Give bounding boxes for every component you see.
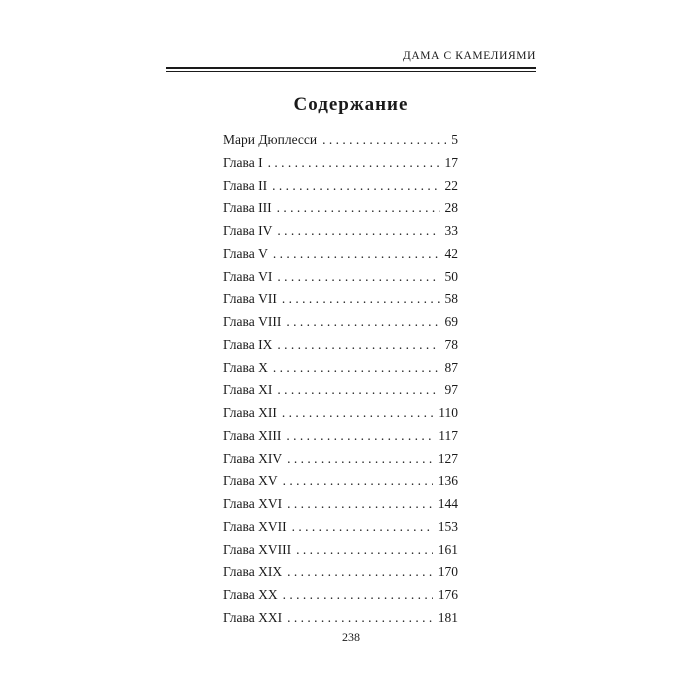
toc-entry-label: Глава XI [223, 382, 273, 398]
toc-entry-chapter-6[interactable] [223, 266, 458, 289]
toc-entry-chapter-1[interactable] [223, 152, 458, 175]
toc-entry-page: 28 [444, 200, 458, 216]
toc-entry-chapter-16[interactable] [223, 493, 458, 516]
toc-entry-chapter-19[interactable] [223, 561, 458, 584]
dot-leader [268, 152, 440, 175]
toc-entry-page: 58 [444, 291, 458, 307]
toc-entry-chapter-21[interactable] [223, 607, 458, 630]
dot-leader [287, 448, 433, 471]
toc-entry-chapter-13[interactable] [223, 425, 458, 448]
toc-entry-label: Глава VII [223, 291, 277, 307]
toc-entry-label: Глава IV [223, 223, 273, 238]
toc-entry-page: 50 [444, 268, 458, 284]
toc-entry-chapter-3[interactable] [223, 197, 458, 220]
toc-entry-label: Глава III [223, 200, 272, 216]
toc-entry-label: Глава XVIII [223, 541, 292, 557]
toc-entry-chapter-14[interactable] [223, 448, 458, 471]
dot-leader [277, 266, 439, 289]
toc-entry-page: 144 [437, 496, 458, 511]
toc-entry-label: Глава I [223, 154, 263, 170]
toc-entry-chapter-4[interactable] [223, 220, 458, 243]
toc-entry-chapter-9[interactable] [223, 334, 458, 357]
toc-entry-page: 97 [444, 382, 458, 398]
dot-leader [272, 175, 439, 198]
toc-entry-label: Глава VI [223, 268, 273, 284]
dot-leader [292, 516, 433, 539]
toc-entry-chapter-17[interactable] [223, 516, 458, 539]
dot-leader [277, 197, 440, 220]
running-head: ДАМА С КАМЕЛИЯМИ [402, 50, 536, 62]
dot-leader [277, 220, 439, 243]
toc-title: Содержание [293, 94, 409, 115]
toc-entry-chapter-11[interactable] [223, 379, 458, 402]
toc-entry-page: 22 [444, 177, 458, 193]
toc-entry-chapter-12[interactable] [223, 402, 458, 425]
toc-entry-label: Глава X [223, 359, 268, 375]
toc-entry-page: 42 [444, 245, 458, 261]
toc-entry-page: 153 [437, 518, 458, 534]
toc-entry-page: 69 [444, 314, 458, 329]
toc-entry-chapter-18[interactable] [223, 539, 458, 562]
dot-leader [277, 379, 439, 402]
header-rule-thick [166, 67, 536, 69]
toc-entry-page: 117 [438, 427, 458, 443]
dot-leader [286, 425, 433, 448]
toc-entry-page: 5 [451, 132, 458, 147]
toc-entry-label: Глава II [223, 177, 268, 193]
toc-entry-chapter-8[interactable] [223, 311, 458, 334]
toc-list [223, 129, 458, 630]
toc-entry-chapter-15[interactable] [223, 470, 458, 493]
dot-leader [282, 402, 433, 425]
toc-entry-chapter-2[interactable] [223, 175, 458, 198]
toc-entry-page: 127 [437, 450, 458, 466]
dot-leader [296, 539, 433, 562]
toc-entry-page: 181 [437, 609, 458, 625]
toc-entry-label: Глава XIV [223, 450, 283, 466]
toc-entry-page: 17 [444, 154, 458, 170]
toc-entry-label: Глава V [223, 245, 268, 261]
toc-entry-page: 87 [444, 359, 458, 375]
toc-entry-page: 33 [444, 223, 458, 238]
toc-entry-chapter-10[interactable] [223, 357, 458, 380]
toc-entry-label: Глава VIII [223, 314, 282, 329]
toc-entry-page: 170 [437, 564, 458, 580]
toc-entry-label: Глава XVII [223, 518, 287, 534]
toc-entry-label: Глава IX [223, 336, 273, 352]
dot-leader [287, 493, 433, 516]
toc-entry-chapter-5[interactable] [223, 243, 458, 266]
header-rule-thin [166, 71, 536, 72]
toc-entry-label: Глава XII [223, 405, 277, 420]
toc-entry-label: Глава XVI [223, 496, 283, 511]
dot-leader [322, 129, 446, 152]
toc-entry-label: Глава XIII [223, 427, 282, 443]
toc-entry-page: 136 [437, 473, 458, 489]
page-number: 238 [342, 630, 360, 644]
toc-entry-label: Мари Дюплесси [223, 132, 318, 147]
dot-leader [277, 334, 439, 357]
toc-entry-page: 161 [437, 541, 458, 557]
dot-leader [283, 470, 433, 493]
toc-entry-label: Глава XXI [223, 609, 283, 625]
dot-leader [273, 243, 440, 266]
toc-entry-chapter-7[interactable] [223, 288, 458, 311]
toc-entry-label: Глава XX [223, 587, 278, 602]
dot-leader [287, 607, 433, 630]
toc-entry-chapter-20[interactable] [223, 584, 458, 607]
toc-entry-page: 110 [438, 405, 458, 420]
dot-leader [273, 357, 440, 380]
toc-entry-page: 78 [444, 336, 458, 352]
dot-leader [282, 288, 440, 311]
toc-entry-label: Глава XV [223, 473, 278, 489]
dot-leader [283, 584, 433, 607]
toc-entry-page: 176 [437, 587, 458, 602]
dot-leader [286, 311, 439, 334]
dot-leader [287, 561, 433, 584]
toc-entry-marie-duplessis[interactable] [223, 129, 458, 152]
toc-entry-label: Глава XIX [223, 564, 283, 580]
